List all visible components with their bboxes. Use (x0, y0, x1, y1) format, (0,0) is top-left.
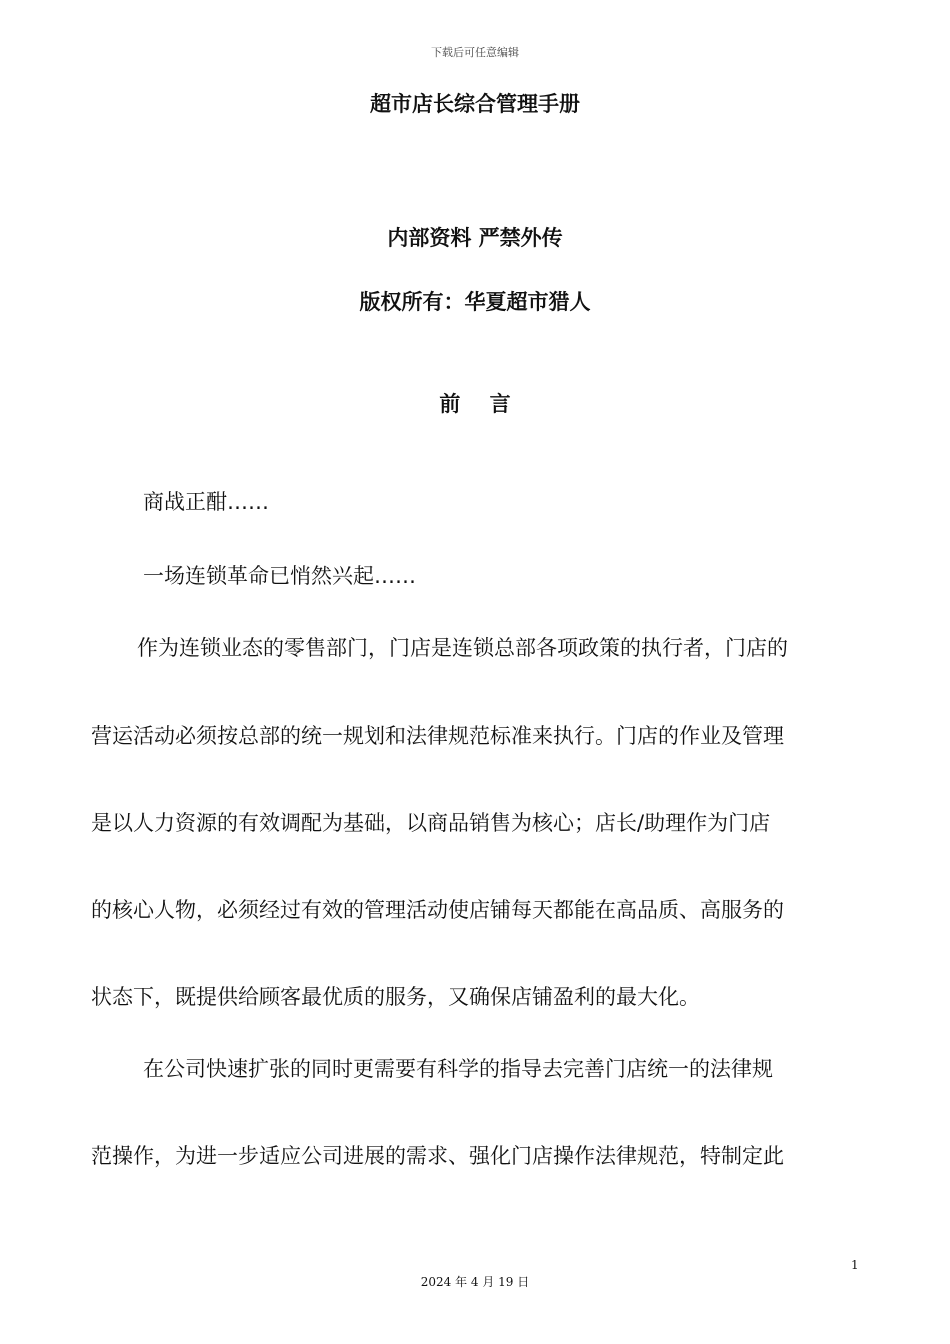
paragraph-1-line-1: 作为连锁业态的零售部门，门店是连锁总部各项政策的执行者，门店的 (137, 636, 788, 660)
paragraph-2-line-2: 范操作，为进一步适应公司进展的需求、强化门店操作法律规范，特制定此 (91, 1144, 784, 1168)
paragraph-1-line-5: 状态下，既提供给顾客最优质的服务，又确保店铺盈利的最大化。 (91, 985, 700, 1009)
intro-line-2: 一场连锁革命已悄然兴起…… (143, 564, 416, 588)
page-number: 1 (851, 1258, 859, 1272)
paragraph-1-line-4: 的核心人物，必须经过有效的管理活动使店铺每天都能在高品质、高服务的 (91, 898, 784, 922)
document-title: 超市店长综合管理手册 (370, 92, 580, 116)
footer-date: 2024 年 4 月 19 日 (420, 1275, 530, 1289)
copyright-line: 版权所有：华夏超市猎人 (359, 290, 591, 314)
paragraph-2-line-1: 在公司快速扩张的同时更需要有科学的指导去完善门店统一的法律规 (143, 1057, 773, 1081)
paragraph-1-line-3: 是以人力资源的有效调配为基础，以商品销售为核心；店长/助理作为门店 (91, 811, 771, 835)
confidential-notice: 内部资料 严禁外传 (387, 226, 563, 250)
paragraph-1-line-2: 营运活动必须按总部的统一规划和法律规范标准来执行。门店的作业及管理 (91, 724, 784, 748)
header-note: 下载后可任意编辑 (431, 46, 519, 59)
intro-line-1: 商战正酣…… (143, 490, 269, 514)
preface-heading: 前 言 (439, 392, 511, 416)
